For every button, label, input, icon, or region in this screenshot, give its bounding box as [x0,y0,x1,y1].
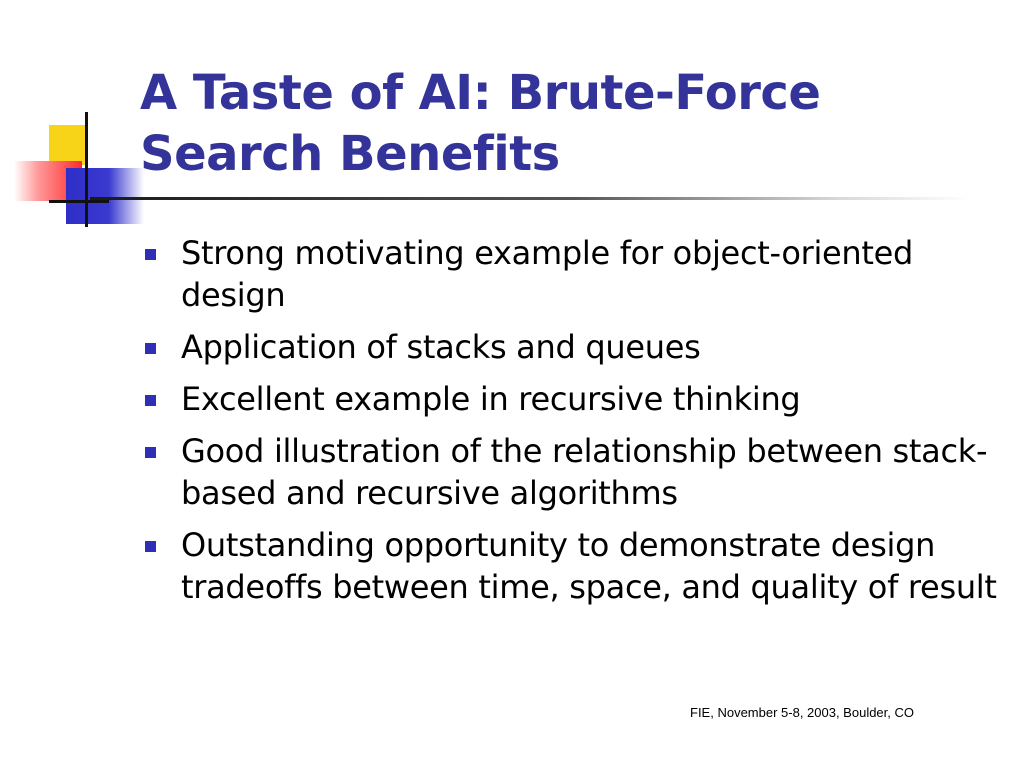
bullet-square-icon [145,541,156,552]
bullet-square-icon [145,395,156,406]
bullet-square-icon [145,447,156,458]
bullet-item [145,430,1015,514]
slide-footer: FIE, November 5-8, 2003, Boulder, CO [690,705,914,720]
bullet-text: Excellent example in recursive thinking [181,380,801,418]
bullet-text: Application of stacks and queues [181,328,701,366]
bullet-text: Strong motivating example for object-oriented design [181,234,914,314]
bullet-item [145,232,1015,316]
slide-logo-decoration [0,0,160,240]
bullet-text: Outstanding opportunity to demonstrate design tradeoffs between time, space, and quality of result [181,526,997,606]
bullet-item [145,524,1015,608]
bullet-square-icon [145,249,156,260]
bullet-square-icon [145,343,156,354]
logo-vertical-line [85,112,88,227]
slide-title: A Taste of AI: Brute-Force Search Benefits [140,65,821,182]
logo-horizontal-line [49,200,109,203]
title-divider [90,197,970,200]
bullet-item [145,378,1015,420]
bullet-item [145,326,1015,368]
logo-blue-square [66,168,144,224]
logo-yellow-square [49,125,87,165]
bullet-list [145,232,1015,618]
bullet-text: Good illustration of the relationship between stack-based and recursive algorithms [181,432,988,512]
